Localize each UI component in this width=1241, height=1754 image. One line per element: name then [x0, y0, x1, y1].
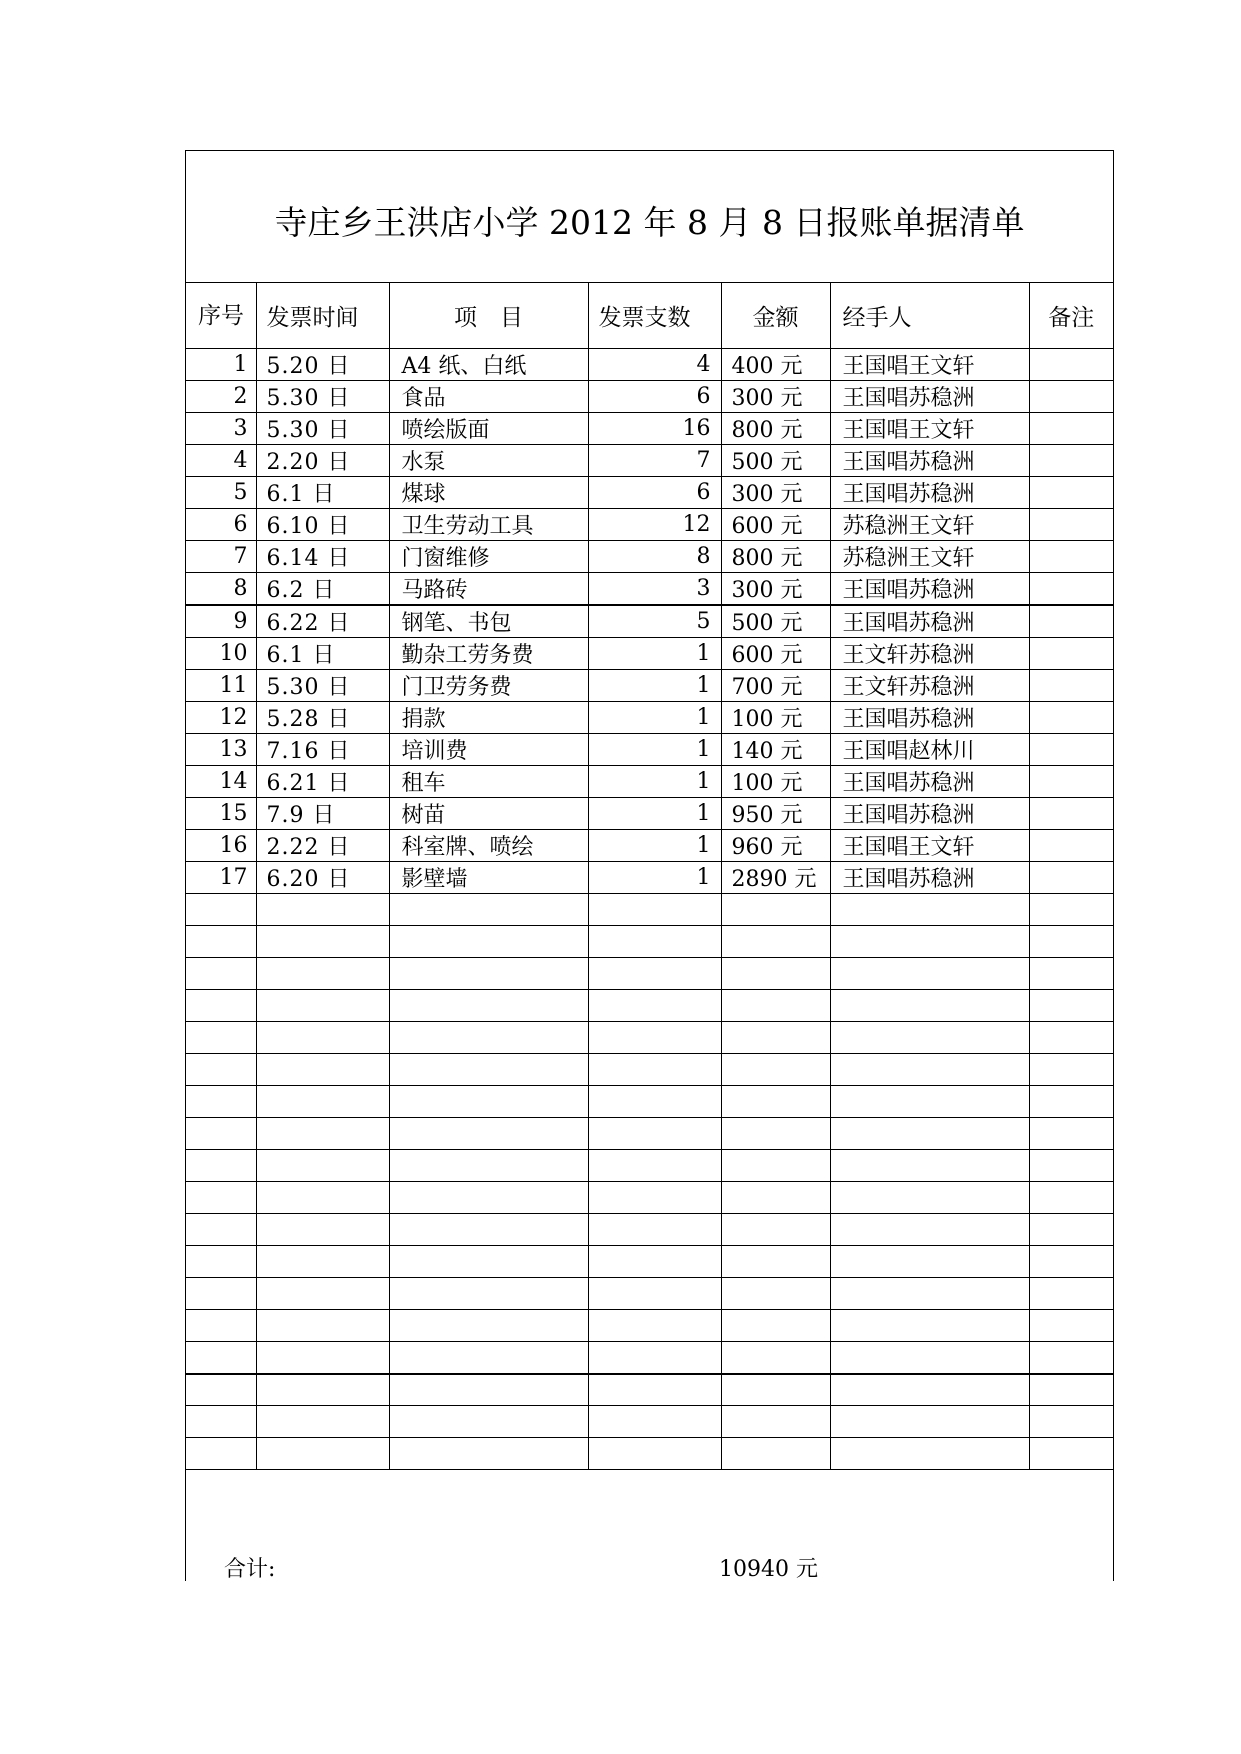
expense-table: [186, 282, 1113, 1470]
cell-note: [1029, 1278, 1113, 1310]
cell-note: [1029, 445, 1113, 477]
cell-amount: [721, 1150, 830, 1182]
header-handler: 经手人: [830, 283, 1029, 349]
cell-item: [389, 1118, 588, 1150]
cell-amount: [721, 958, 830, 990]
cell-note: [1029, 573, 1113, 606]
cell-date: [256, 1054, 389, 1086]
table-row: [186, 381, 1113, 413]
table-row: [186, 573, 1113, 606]
cell-note: [1029, 1374, 1113, 1406]
cell-count: [588, 958, 721, 990]
cell-no: [186, 1214, 256, 1246]
cell-date: 5.20 日: [256, 349, 389, 381]
empty-row: [186, 1310, 1113, 1342]
cell-handler: [830, 1246, 1029, 1278]
cell-item: 树苗: [389, 798, 588, 830]
cell-no: 1: [186, 349, 256, 381]
cell-count: 16: [588, 413, 721, 445]
cell-date: [256, 990, 389, 1022]
cell-amount: [721, 1118, 830, 1150]
cell-item: [389, 1374, 588, 1406]
cell-item: [389, 990, 588, 1022]
cell-note: [1029, 1150, 1113, 1182]
cell-date: [256, 1118, 389, 1150]
cell-item: 培训费: [389, 734, 588, 766]
cell-date: [256, 1150, 389, 1182]
cell-handler: 苏稳洲王文轩: [830, 541, 1029, 573]
cell-date: [256, 958, 389, 990]
cell-no: 17: [186, 862, 256, 894]
table-row: [186, 413, 1113, 445]
cell-count: [588, 1246, 721, 1278]
cell-amount: [721, 1182, 830, 1214]
cell-handler: 王国唱王文轩: [830, 830, 1029, 862]
cell-handler: [830, 1310, 1029, 1342]
cell-date: 5.30 日: [256, 413, 389, 445]
cell-item: [389, 1278, 588, 1310]
cell-note: [1029, 509, 1113, 541]
cell-note: [1029, 926, 1113, 958]
cell-note: [1029, 638, 1113, 670]
cell-count: 1: [588, 670, 721, 702]
cell-note: [1029, 990, 1113, 1022]
cell-date: 6.10 日: [256, 509, 389, 541]
cell-count: [588, 1278, 721, 1310]
cell-item: [389, 1054, 588, 1086]
cell-amount: 500 元: [721, 445, 830, 477]
cell-date: 5.30 日: [256, 381, 389, 413]
cell-no: [186, 926, 256, 958]
cell-count: 1: [588, 734, 721, 766]
cell-no: [186, 1150, 256, 1182]
cell-item: [389, 1342, 588, 1374]
cell-handler: [830, 894, 1029, 926]
cell-amount: 600 元: [721, 509, 830, 541]
cell-note: [1029, 734, 1113, 766]
table-row: [186, 638, 1113, 670]
table-row: [186, 830, 1113, 862]
cell-count: 7: [588, 445, 721, 477]
header-row: [186, 283, 1113, 349]
cell-handler: [830, 1022, 1029, 1054]
expense-sheet: [185, 150, 1114, 1581]
cell-amount: 140 元: [721, 734, 830, 766]
cell-handler: 苏稳洲王文轩: [830, 509, 1029, 541]
cell-note: [1029, 766, 1113, 798]
cell-amount: [721, 1278, 830, 1310]
cell-note: [1029, 1246, 1113, 1278]
cell-no: [186, 1278, 256, 1310]
cell-no: 3: [186, 413, 256, 445]
document-title: 寺庄乡王洪店小学 2012 年 8 月 8 日报账单据清单: [274, 203, 1025, 242]
cell-count: 12: [588, 509, 721, 541]
cell-amount: [721, 1214, 830, 1246]
cell-handler: 王国唱苏稳洲: [830, 477, 1029, 509]
cell-handler: [830, 990, 1029, 1022]
cell-no: [186, 1246, 256, 1278]
empty-row: [186, 1438, 1113, 1470]
cell-date: [256, 1406, 389, 1438]
cell-amount: [721, 1374, 830, 1406]
cell-amount: [721, 1086, 830, 1118]
empty-row: [186, 1406, 1113, 1438]
table-row: [186, 349, 1113, 381]
cell-no: 13: [186, 734, 256, 766]
cell-count: 3: [588, 573, 721, 606]
cell-handler: 王国唱苏稳洲: [830, 798, 1029, 830]
cell-date: [256, 1374, 389, 1406]
cell-item: 喷绘版面: [389, 413, 588, 445]
cell-handler: [830, 1342, 1029, 1374]
cell-handler: 王国唱苏稳洲: [830, 605, 1029, 638]
cell-handler: [830, 1406, 1029, 1438]
cell-handler: 王国唱苏稳洲: [830, 702, 1029, 734]
cell-item: [389, 958, 588, 990]
cell-handler: [830, 1182, 1029, 1214]
empty-row: [186, 894, 1113, 926]
table-row: [186, 734, 1113, 766]
cell-date: 6.1 日: [256, 638, 389, 670]
cell-handler: [830, 1278, 1029, 1310]
cell-date: 2.22 日: [256, 830, 389, 862]
cell-note: [1029, 1118, 1113, 1150]
cell-date: 6.14 日: [256, 541, 389, 573]
cell-count: [588, 1342, 721, 1374]
cell-item: 科室牌、喷绘: [389, 830, 588, 862]
table-row: [186, 509, 1113, 541]
cell-date: 7.16 日: [256, 734, 389, 766]
cell-amount: 960 元: [721, 830, 830, 862]
cell-item: [389, 1246, 588, 1278]
total-value: 10940 元: [719, 1557, 818, 1582]
cell-item: [389, 1182, 588, 1214]
cell-amount: [721, 1438, 830, 1470]
cell-count: [588, 1406, 721, 1438]
cell-handler: 王国唱苏稳洲: [830, 766, 1029, 798]
cell-handler: 王国唱苏稳洲: [830, 862, 1029, 894]
cell-handler: 王国唱王文轩: [830, 413, 1029, 445]
cell-date: [256, 1246, 389, 1278]
cell-no: 12: [186, 702, 256, 734]
cell-note: [1029, 1406, 1113, 1438]
cell-handler: [830, 1118, 1029, 1150]
cell-amount: 100 元: [721, 702, 830, 734]
empty-row: [186, 990, 1113, 1022]
table-body: [186, 349, 1113, 1470]
cell-amount: 700 元: [721, 670, 830, 702]
cell-no: [186, 1406, 256, 1438]
cell-amount: 950 元: [721, 798, 830, 830]
cell-handler: [830, 1214, 1029, 1246]
cell-no: 14: [186, 766, 256, 798]
cell-date: 6.22 日: [256, 605, 389, 638]
empty-row: [186, 1278, 1113, 1310]
cell-note: [1029, 477, 1113, 509]
cell-amount: [721, 894, 830, 926]
empty-row: [186, 1054, 1113, 1086]
empty-row: [186, 1342, 1113, 1374]
cell-count: [588, 1118, 721, 1150]
table-row: [186, 605, 1113, 638]
cell-item: [389, 1086, 588, 1118]
cell-amount: [721, 1246, 830, 1278]
cell-no: 2: [186, 381, 256, 413]
cell-amount: 300 元: [721, 573, 830, 606]
cell-count: 5: [588, 605, 721, 638]
cell-handler: 王国唱苏稳洲: [830, 381, 1029, 413]
cell-date: [256, 1438, 389, 1470]
cell-no: 11: [186, 670, 256, 702]
cell-amount: 600 元: [721, 638, 830, 670]
cell-handler: 王文轩苏稳洲: [830, 638, 1029, 670]
cell-item: [389, 1406, 588, 1438]
cell-no: [186, 990, 256, 1022]
cell-no: [186, 1342, 256, 1374]
cell-item: 勤杂工劳务费: [389, 638, 588, 670]
cell-handler: 王国唱苏稳洲: [830, 445, 1029, 477]
cell-handler: 王国唱王文轩: [830, 349, 1029, 381]
cell-amount: [721, 990, 830, 1022]
cell-date: [256, 1182, 389, 1214]
cell-note: [1029, 1438, 1113, 1470]
cell-no: [186, 894, 256, 926]
cell-count: [588, 894, 721, 926]
cell-handler: [830, 1374, 1029, 1406]
total-label: 合计:: [224, 1557, 276, 1582]
cell-note: [1029, 830, 1113, 862]
cell-count: [588, 1054, 721, 1086]
cell-amount: 300 元: [721, 381, 830, 413]
cell-note: [1029, 1310, 1113, 1342]
cell-item: [389, 926, 588, 958]
cell-amount: [721, 1022, 830, 1054]
cell-no: [186, 1438, 256, 1470]
header-date: 发票时间: [256, 283, 389, 349]
cell-no: [186, 1054, 256, 1086]
cell-count: [588, 1022, 721, 1054]
empty-row: [186, 926, 1113, 958]
cell-count: 1: [588, 702, 721, 734]
cell-count: [588, 1310, 721, 1342]
cell-handler: [830, 1054, 1029, 1086]
empty-row: [186, 1022, 1113, 1054]
empty-row: [186, 1086, 1113, 1118]
cell-note: [1029, 605, 1113, 638]
cell-no: [186, 958, 256, 990]
cell-note: [1029, 798, 1113, 830]
cell-no: 10: [186, 638, 256, 670]
cell-count: [588, 1214, 721, 1246]
cell-item: A4 纸、白纸: [389, 349, 588, 381]
cell-date: 5.28 日: [256, 702, 389, 734]
header-item: 项 目: [389, 283, 588, 349]
cell-item: 影壁墙: [389, 862, 588, 894]
empty-row: [186, 1182, 1113, 1214]
table-row: [186, 477, 1113, 509]
cell-date: [256, 1086, 389, 1118]
cell-amount: [721, 1342, 830, 1374]
cell-date: 5.30 日: [256, 670, 389, 702]
cell-date: [256, 1342, 389, 1374]
empty-row: [186, 958, 1113, 990]
cell-date: [256, 1310, 389, 1342]
cell-item: 卫生劳动工具: [389, 509, 588, 541]
cell-item: 食品: [389, 381, 588, 413]
header-no: 序号: [186, 283, 256, 349]
cell-amount: [721, 1406, 830, 1438]
cell-note: [1029, 670, 1113, 702]
cell-item: [389, 1022, 588, 1054]
cell-count: [588, 1150, 721, 1182]
cell-no: 16: [186, 830, 256, 862]
cell-item: 马路砖: [389, 573, 588, 606]
cell-handler: [830, 926, 1029, 958]
table-row: [186, 862, 1113, 894]
cell-item: 水泵: [389, 445, 588, 477]
cell-item: 门卫劳务费: [389, 670, 588, 702]
cell-count: [588, 1374, 721, 1406]
cell-note: [1029, 958, 1113, 990]
cell-note: [1029, 381, 1113, 413]
cell-amount: 400 元: [721, 349, 830, 381]
cell-note: [1029, 413, 1113, 445]
cell-item: 煤球: [389, 477, 588, 509]
table-row: [186, 670, 1113, 702]
cell-handler: 王国唱苏稳洲: [830, 573, 1029, 606]
cell-amount: 100 元: [721, 766, 830, 798]
cell-handler: [830, 958, 1029, 990]
cell-item: [389, 1214, 588, 1246]
cell-count: [588, 1086, 721, 1118]
cell-amount: 2890 元: [721, 862, 830, 894]
cell-no: [186, 1310, 256, 1342]
cell-no: 9: [186, 605, 256, 638]
cell-count: 8: [588, 541, 721, 573]
cell-count: [588, 1182, 721, 1214]
cell-date: 6.2 日: [256, 573, 389, 606]
cell-handler: 王文轩苏稳洲: [830, 670, 1029, 702]
table-row: [186, 445, 1113, 477]
cell-count: 1: [588, 862, 721, 894]
cell-count: 4: [588, 349, 721, 381]
cell-note: [1029, 1086, 1113, 1118]
cell-count: 1: [588, 766, 721, 798]
cell-handler: [830, 1438, 1029, 1470]
cell-handler: [830, 1086, 1029, 1118]
cell-no: [186, 1086, 256, 1118]
cell-item: [389, 1150, 588, 1182]
cell-no: [186, 1182, 256, 1214]
cell-date: 6.1 日: [256, 477, 389, 509]
header-count: 发票支数: [588, 283, 721, 349]
cell-item: [389, 894, 588, 926]
cell-note: [1029, 1342, 1113, 1374]
cell-no: 15: [186, 798, 256, 830]
cell-date: [256, 1214, 389, 1246]
table-row: [186, 541, 1113, 573]
cell-item: 租车: [389, 766, 588, 798]
header-amount: 金额: [721, 283, 830, 349]
empty-row: [186, 1118, 1113, 1150]
cell-count: 6: [588, 477, 721, 509]
cell-date: 7.9 日: [256, 798, 389, 830]
cell-amount: 500 元: [721, 605, 830, 638]
total-row: [186, 1512, 1113, 1581]
cell-count: [588, 990, 721, 1022]
cell-count: [588, 926, 721, 958]
cell-no: 7: [186, 541, 256, 573]
table-row: [186, 702, 1113, 734]
cell-no: 6: [186, 509, 256, 541]
cell-item: [389, 1438, 588, 1470]
cell-amount: [721, 926, 830, 958]
cell-item: 门窗维修: [389, 541, 588, 573]
cell-amount: 300 元: [721, 477, 830, 509]
cell-amount: 800 元: [721, 413, 830, 445]
cell-note: [1029, 1182, 1113, 1214]
cell-count: 1: [588, 638, 721, 670]
cell-count: [588, 1438, 721, 1470]
cell-item: 捐款: [389, 702, 588, 734]
cell-note: [1029, 541, 1113, 573]
cell-note: [1029, 894, 1113, 926]
cell-count: 6: [588, 381, 721, 413]
cell-no: [186, 1022, 256, 1054]
cell-date: [256, 1022, 389, 1054]
cell-no: [186, 1118, 256, 1150]
empty-row: [186, 1214, 1113, 1246]
header-note: 备注: [1029, 283, 1113, 349]
cell-amount: 800 元: [721, 541, 830, 573]
empty-row: [186, 1150, 1113, 1182]
cell-date: [256, 1278, 389, 1310]
cell-note: [1029, 1214, 1113, 1246]
cell-date: [256, 926, 389, 958]
table-row: [186, 798, 1113, 830]
empty-row: [186, 1374, 1113, 1406]
cell-no: 8: [186, 573, 256, 606]
cell-note: [1029, 349, 1113, 381]
cell-count: 1: [588, 830, 721, 862]
cell-note: [1029, 1054, 1113, 1086]
cell-note: [1029, 862, 1113, 894]
cell-note: [1029, 1022, 1113, 1054]
cell-amount: [721, 1054, 830, 1086]
empty-row: [186, 1246, 1113, 1278]
cell-handler: 王国唱赵林川: [830, 734, 1029, 766]
cell-date: 6.20 日: [256, 862, 389, 894]
cell-date: 6.21 日: [256, 766, 389, 798]
table-row: [186, 766, 1113, 798]
cell-no: 4: [186, 445, 256, 477]
cell-handler: [830, 1150, 1029, 1182]
cell-date: [256, 894, 389, 926]
cell-date: 2.20 日: [256, 445, 389, 477]
cell-item: [389, 1310, 588, 1342]
cell-note: [1029, 702, 1113, 734]
cell-no: [186, 1374, 256, 1406]
cell-amount: [721, 1310, 830, 1342]
cell-item: 钢笔、书包: [389, 605, 588, 638]
cell-no: 5: [186, 477, 256, 509]
cell-count: 1: [588, 798, 721, 830]
